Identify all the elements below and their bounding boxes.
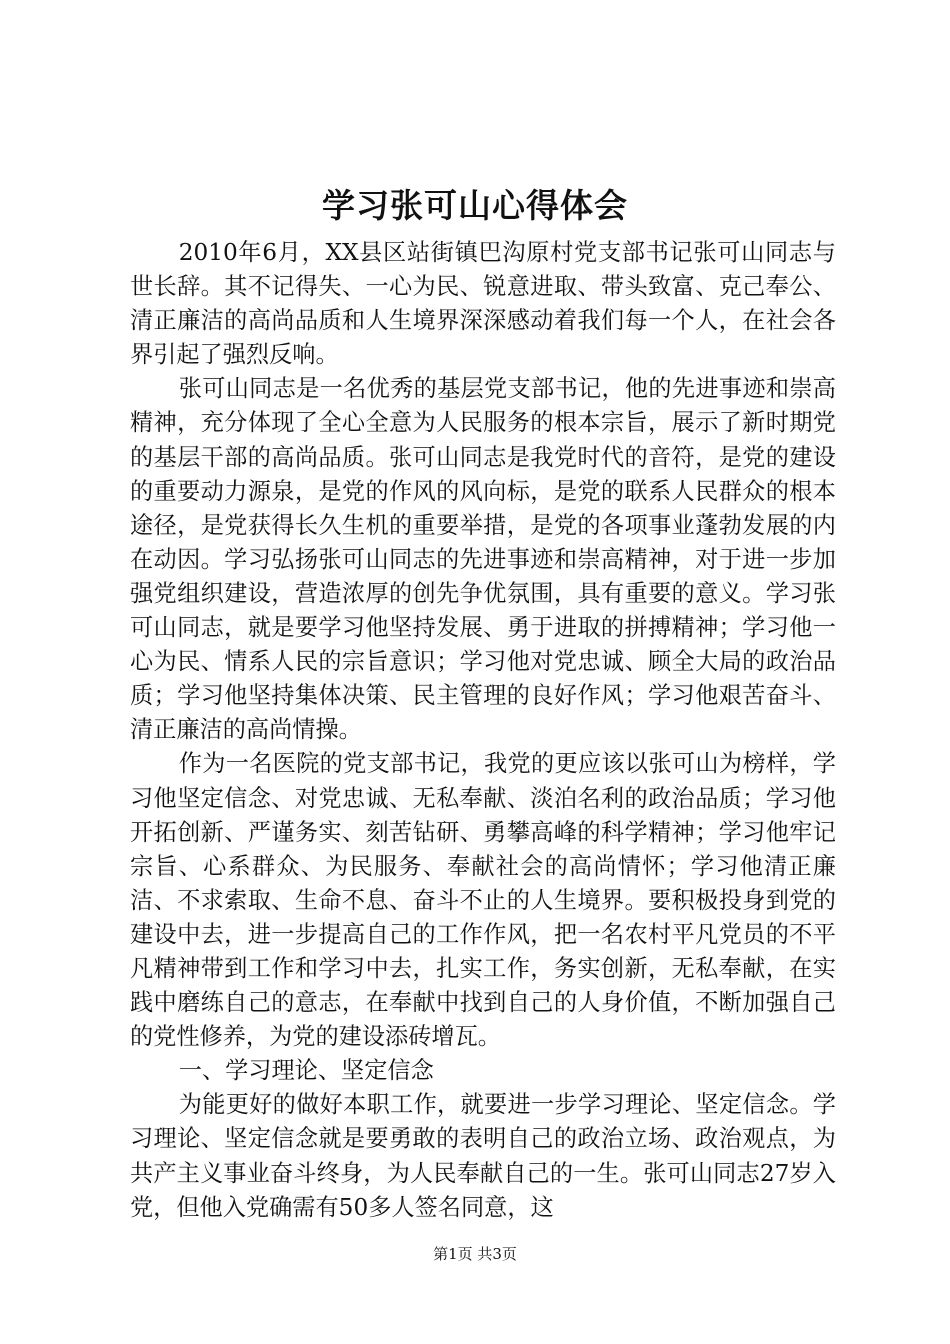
document-title: 学习张可山心得体会 [322,186,628,225]
document-body [130,236,836,1225]
paragraph-role-model: 作为一名医院的党支部书记，我党的更应该以张可山为榜样，学习他坚定信念、对党忠诚、无私奉献、淡泊名利的政治品质；学习他开拓创新、严谨务实、刻苦钻研、勇攀高峰的科学精神；学习他牢记宗旨、心系群众、为民服务、奉献社会的高尚情怀；学习他清正廉洁、不求索取、生命不息、奋斗不止的人生境界。要积极投身到党的建设中去，进一步提高自己的工作作风，把一名农村平凡党员的不平凡精神带到工作和学习中去，扎实工作，务实创新，无私奉献，在实践中磨练自己的意志，在奉献中找到自己的人身价值，不断加强自己的党性修养，为党的建设添砖增瓦。 [130,750,836,1051]
paragraph-intro: 2010年6月，XX县区站街镇巴沟原村党支部书记张可山同志与世长辞。其不记得失、一心为民、锐意进取、带头致富、克己奉公、清正廉洁的高尚品质和人生境界深深感动着我们每一个人，在社会各界引起了强烈反响。 [130,239,836,369]
paragraph-theory: 为能更好的做好本职工作，就要进一步学习理论、坚定信念。学习理论、坚定信念就是要勇敢的表明自己的政治立场、政治观点，为共产主义事业奋斗终身，为人民奉献自己的一生。张可山同志27岁入党，但他入党确需有50多人签名同意，这 [130,1091,836,1221]
paragraph-deeds: 张可山同志是一名优秀的基层党支部书记，他的先进事迹和崇高精神，充分体现了全心全意为人民服务的根本宗旨，展示了新时期党的基层干部的高尚品质。张可山同志是我党时代的音符，是党的建设的重要动力源泉，是党的作风的风向标，是党的联系人民群众的根本途径，是党获得长久生机的重要举措，是党的各项事业蓬勃发展的内在动因。学习弘扬张可山同志的先进事迹和崇高精神，对于进一步加强党组织建设，营造浓厚的创先争优氛围，具有重要的意义。学习张可山同志，就是要学习他坚持发展、勇于进取的拼搏精神；学习他一心为民、情系人民的宗旨意识；学习他对党忠诚、顾全大局的政治品质；学习他坚持集体决策、民主管理的良好作风；学习他艰苦奋斗、清正廉洁的高尚情操。 [130,375,836,744]
section-heading-theory: 一、学习理论、坚定信念 [178,1057,434,1085]
page-number: 第1页 共3页 [433,1245,517,1263]
